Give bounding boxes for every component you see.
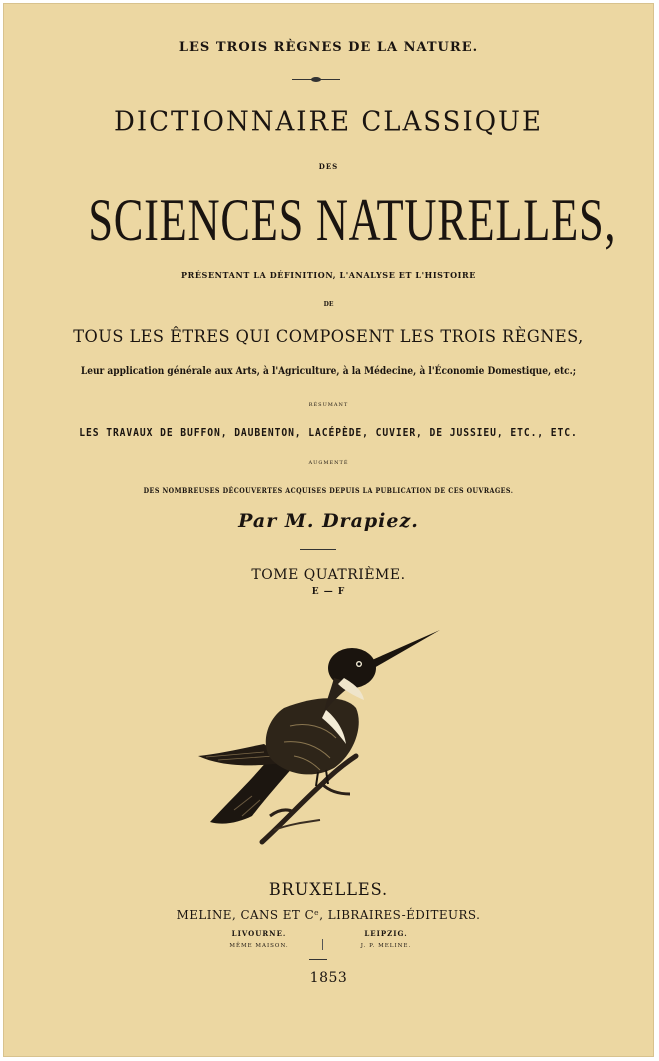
branch-right-note: J. P. MELINE. (360, 943, 412, 949)
connector-des: DES (318, 162, 339, 171)
imprint-city: BRUXELLES. (268, 880, 389, 900)
subtitle-travaux: LES TRAVAUX DE BUFFON, DAUBENTON, LACÉPÈDE, CUVIER, DE JUSSIEU, ETC., ETC. (79, 427, 578, 439)
ornamental-rule (292, 79, 340, 80)
connector-augmente: AUGMENTÉ (308, 460, 349, 466)
branch-left-city: LIVOURNE. (231, 929, 287, 938)
branch-right-city: LEIPZIG. (364, 929, 408, 938)
subtitle-decouvertes: DES NOMBREUSES DÉCOUVERTES ACQUISES DEPUIS LA PUBLICATION DE CES OUVRAGES. (143, 486, 514, 495)
main-title-line2: SCIENCES NATURELLES, (88, 187, 617, 253)
subtitle-application: Leur application générale aux Arts, à l'Agriculture, à la Médecine, à l'Économie Domestique, etc.; (80, 365, 577, 377)
subtitle-presentant: PRÉSENTANT LA DÉFINITION, L'ANALYSE ET L'HISTOIRE (181, 270, 476, 280)
title-page (3, 3, 654, 1057)
connector-de: DE (323, 301, 334, 308)
year-rule (309, 959, 327, 960)
volume-label: TOME QUATRIÈME. (251, 567, 406, 583)
hummingbird-illustration (194, 626, 442, 850)
volume-range: E — F (311, 587, 346, 597)
series-title: LES TROIS RÈGNES DE LA NATURE. (178, 40, 479, 55)
publication-year: 1853 (309, 970, 348, 986)
main-title-line1: DICTIONNAIRE CLASSIQUE (114, 106, 543, 138)
branch-left-note: MÊME MAISON. (229, 943, 289, 949)
branch-divider (322, 939, 323, 950)
connector-resumant: RÉSUMANT (308, 402, 349, 408)
author-line: Par M. Drapiez. (238, 510, 419, 532)
imprint-publisher: MELINE, CANS ET Cᵉ, LIBRAIRES-ÉDITEURS. (176, 907, 481, 922)
subtitle-tous: TOUS LES ÊTRES QUI COMPOSENT LES TROIS RÈGNES, (73, 327, 584, 347)
short-rule (300, 549, 336, 550)
